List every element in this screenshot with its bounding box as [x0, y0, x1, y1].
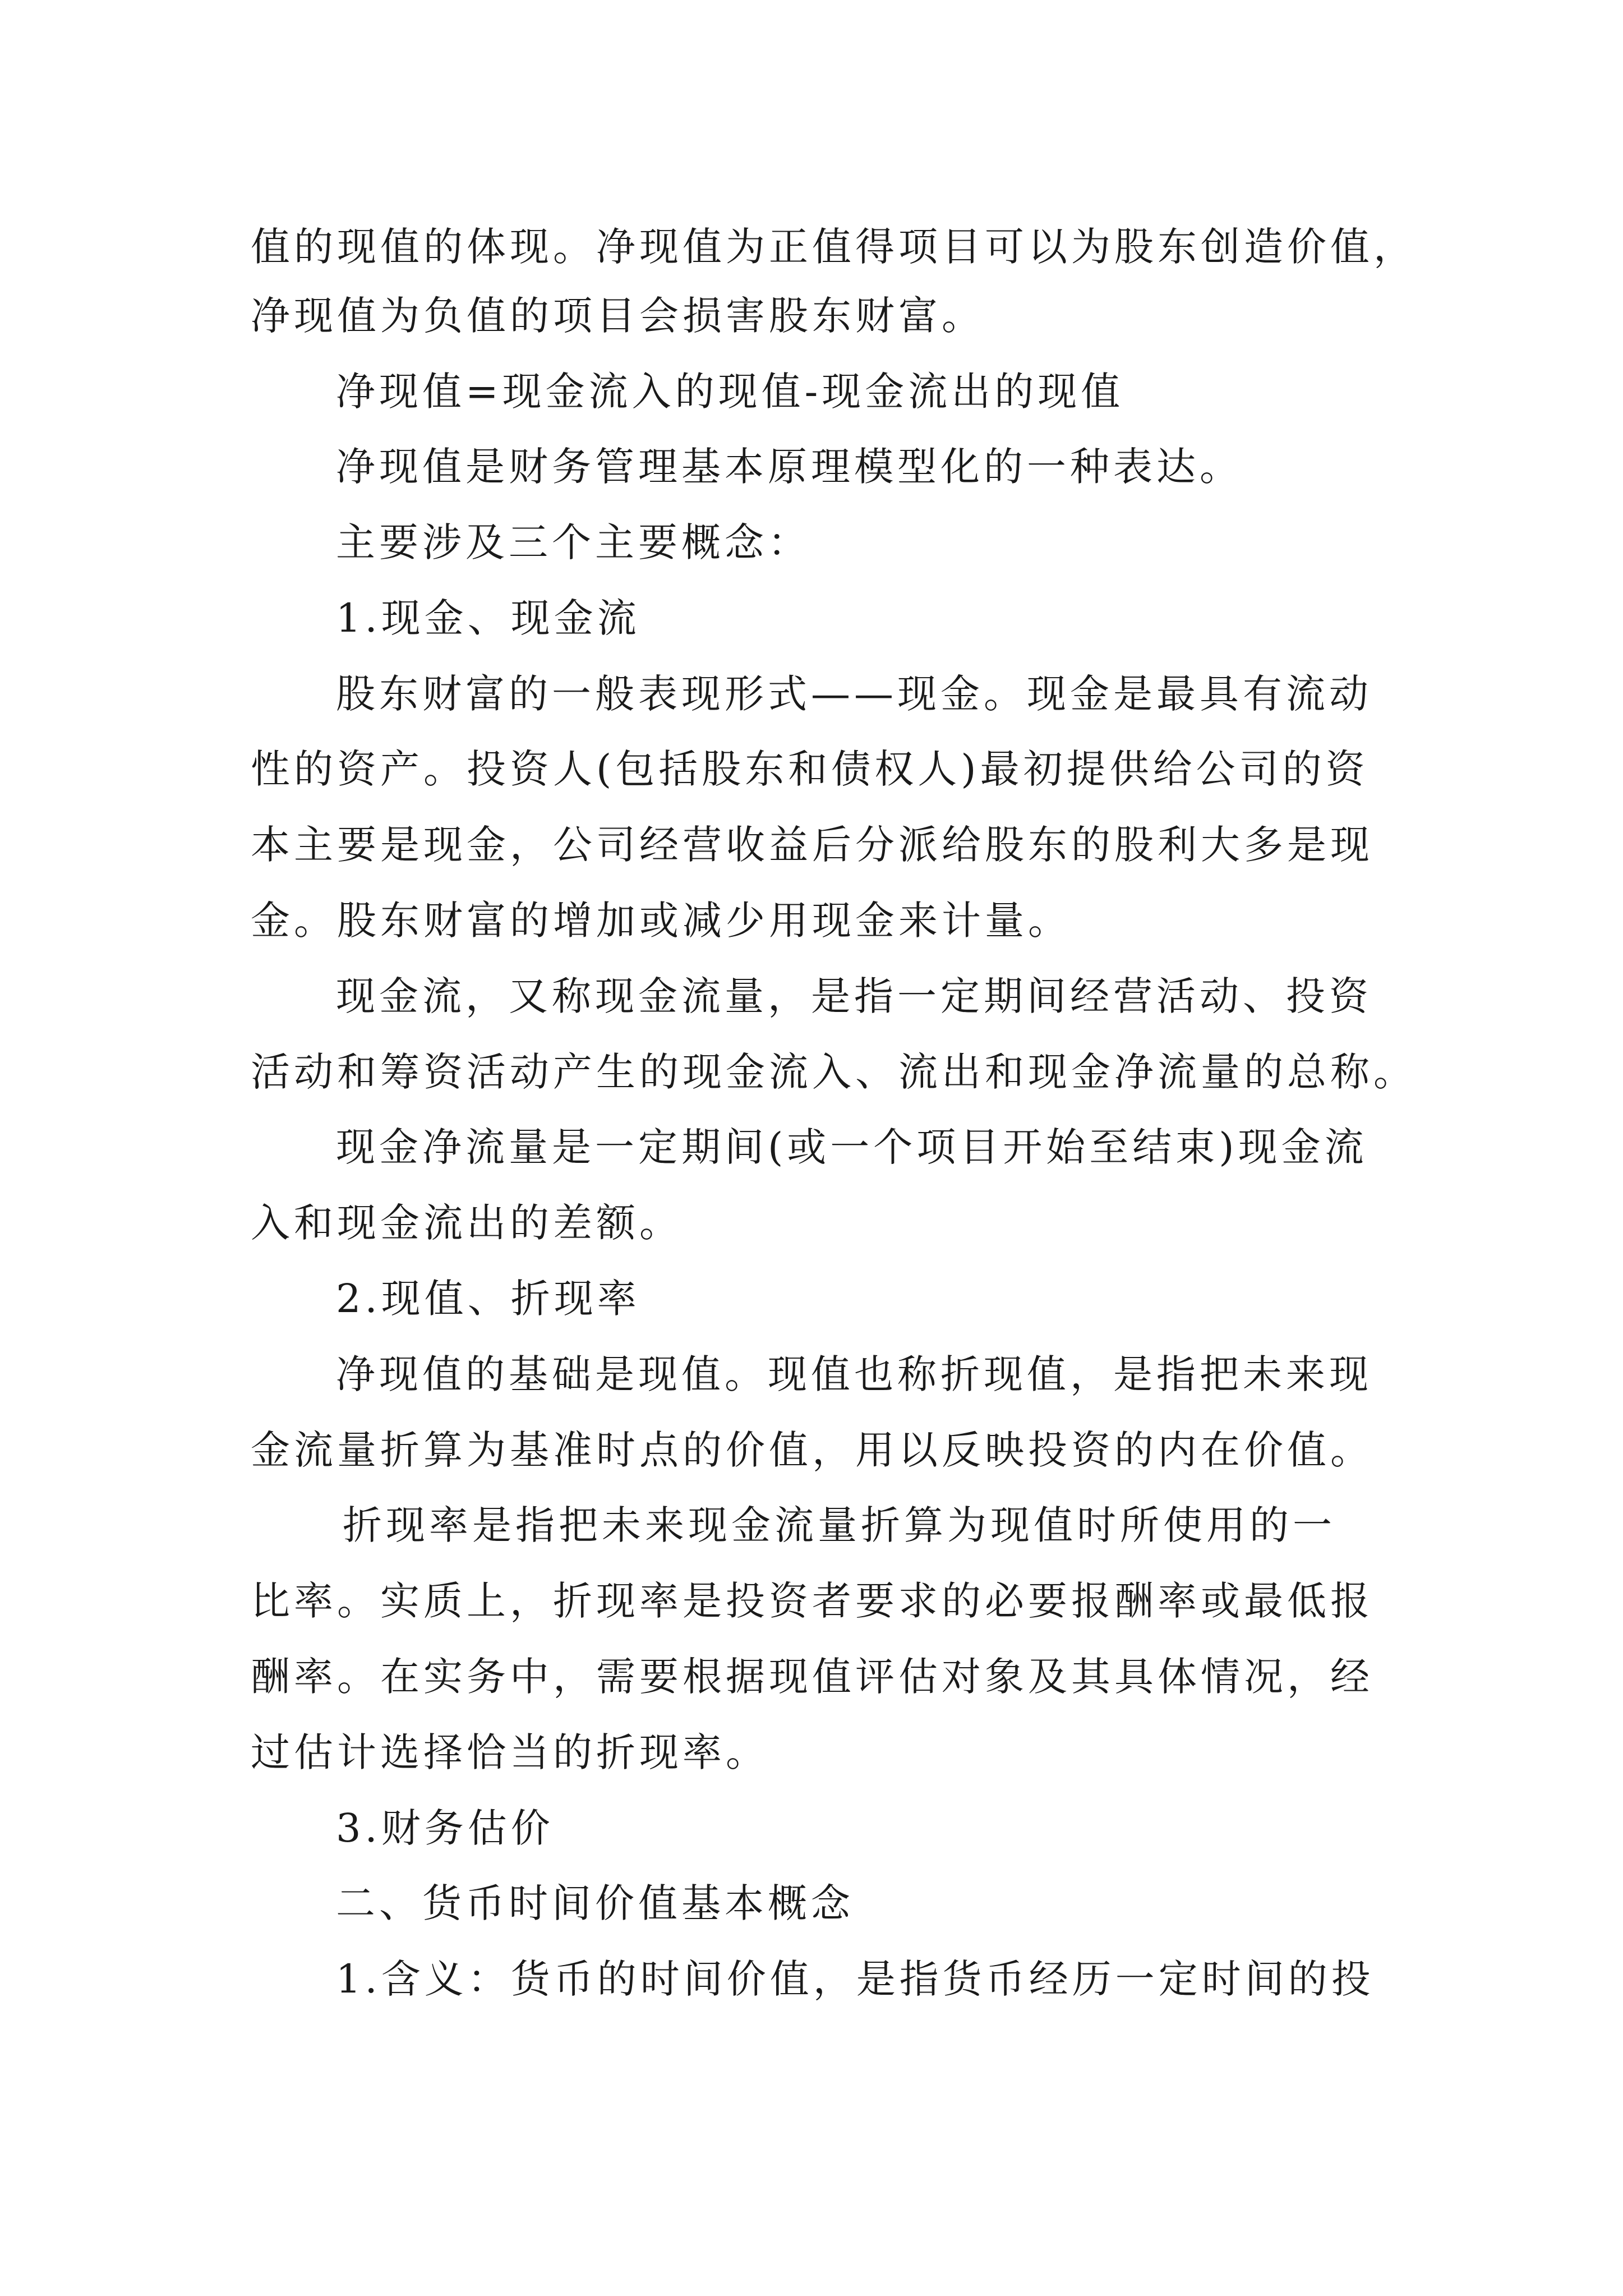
- text-line: 折现率是指把未来现金流量折算为现值时所使用的一: [343, 1502, 1336, 1548]
- chapter-heading: 二、货币时间价值基本概念: [336, 1880, 854, 1926]
- section-heading: 3.财务估价: [336, 1805, 554, 1851]
- text-line: 净现值的基础是现值。现值也称折现值，是指把未来现: [336, 1351, 1372, 1397]
- text-line: 股东财富的一般表现形式——现金。现金是最具有流动: [336, 671, 1372, 717]
- text-line: 本主要是现金，公司经营收益后分派给股东的股利大多是现: [251, 822, 1373, 868]
- text-line: 过估计选择恰当的折现率。: [251, 1729, 769, 1775]
- text-line: 净现值是财务管理基本原理模型化的一种表达。: [336, 444, 1243, 490]
- text-line: 比率。实质上，折现率是投资者要求的必要报酬率或最低报: [251, 1578, 1373, 1624]
- text-line: 性的资产。投资人(包括股东和债权人)最初提供给公司的资: [251, 746, 1369, 792]
- text-line: 净现值为负值的项目会损害股东财富。: [251, 293, 985, 339]
- text-line: 金流量折算为基准时点的价值，用以反映投资的内在价值。: [251, 1427, 1373, 1473]
- text-line: 主要涉及三个主要概念：: [336, 519, 811, 565]
- text-line: 1.含义：货币的时间价值，是指货币经历一定时间的投: [336, 1956, 1375, 2002]
- text-line: 金。股东财富的增加或减少用现金来计量。: [251, 898, 1071, 944]
- text-line: 入和现金流出的差额。: [251, 1200, 683, 1246]
- text-line: 酬率。在实务中，需要根据现值评估对象及其具体情况，经: [251, 1654, 1373, 1700]
- section-heading: 1.现金、现金流: [336, 595, 640, 641]
- text-line: 值的现值的体现。净现值为正值得项目可以为股东创造价值，: [251, 224, 1417, 270]
- text-line: 现金流，又称现金流量，是指一定期间经营活动、投资: [336, 973, 1372, 1019]
- text-line: 活动和筹资活动产生的现金流入、流出和现金净流量的总称。: [251, 1049, 1417, 1095]
- section-heading: 2.现值、折现率: [336, 1276, 640, 1322]
- formula-line: 净现值=现金流入的现值-现金流出的现值: [336, 369, 1124, 415]
- text-line: 现金净流量是一定期间(或一个项目开始至结束)现金流: [336, 1124, 1368, 1170]
